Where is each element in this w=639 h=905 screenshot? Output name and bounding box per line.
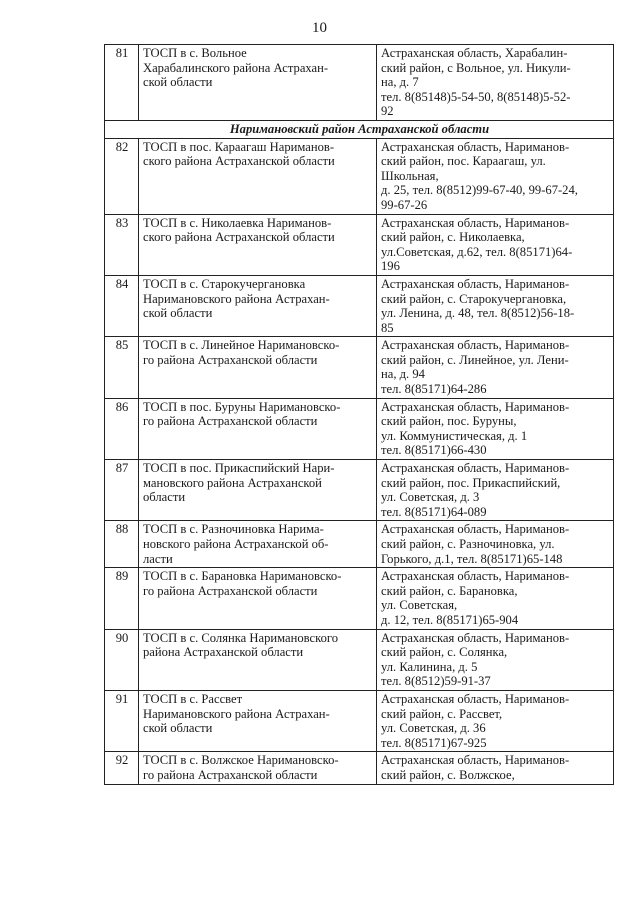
- section-header-row: [105, 120, 614, 138]
- row-number: 92: [105, 752, 139, 784]
- office-address: Астраханская область, Нариманов- ский район, с. Разночиновка, ул. Горького, д.1, тел. 8(85171)65-148: [377, 521, 614, 568]
- office-name: ТОСП в с. Волжское Наримановско- го района Астраханской области: [139, 752, 377, 784]
- row-number: 82: [105, 138, 139, 214]
- office-address: Астраханская область, Нариманов- ский район, с. Волжское,: [377, 752, 614, 784]
- office-name: ТОСП в с. Рассвет Наримановского района Астрахан- ской области: [139, 690, 377, 751]
- page-number: 10: [312, 20, 327, 36]
- office-address: Астраханская область, Нариманов- ский район, пос. Буруны, ул. Коммунистическая, д. 1 тел. 8(85171)66-430: [377, 398, 614, 459]
- table-row: [105, 629, 614, 690]
- table-row: [105, 568, 614, 629]
- office-name: ТОСП в с. Разночиновка Нарима- новского района Астраханской об- ласти: [139, 521, 377, 568]
- table-row: [105, 337, 614, 398]
- office-address: Астраханская область, Нариманов- ский район, с. Солянка, ул. Калинина, д. 5 тел. 8(8512)59-91-37: [377, 629, 614, 690]
- office-name: ТОСП в с. Вольное Харабалинского района Астрахан- ской области: [139, 45, 377, 121]
- office-name: ТОСП в пос. Прикаспийский Нари- мановского района Астраханской области: [139, 460, 377, 521]
- table-row: [105, 752, 614, 784]
- office-address: Астраханская область, Нариманов- ский район, с. Линейное, ул. Лени- на, д. 94 тел. 8(85171)64-286: [377, 337, 614, 398]
- table-row: [105, 690, 614, 751]
- table-row: [105, 521, 614, 568]
- table-row: [105, 275, 614, 336]
- row-number: 81: [105, 45, 139, 121]
- office-name: ТОСП в с. Николаевка Нариманов- ского района Астраханской области: [139, 214, 377, 275]
- office-address: Астраханская область, Нариманов- ский район, пос. Караагаш, ул. Школьная, д. 25, тел. 8(8512)99-67-40, 99-67-24, 99-67-26: [377, 138, 614, 214]
- registry-table: [104, 44, 614, 785]
- row-number: 87: [105, 460, 139, 521]
- office-address: Астраханская область, Нариманов- ский район, с. Рассвет, ул. Советская, д. 36 тел. 8(85171)67-925: [377, 690, 614, 751]
- row-number: 89: [105, 568, 139, 629]
- office-address: Астраханская область, Нариманов- ский район, пос. Прикаспийский, ул. Советская, д. 3 тел. 8(85171)64-089: [377, 460, 614, 521]
- office-name: ТОСП в с. Барановка Наримановско- го района Астраханской области: [139, 568, 377, 629]
- office-address: Астраханская область, Нариманов- ский район, с. Старокучергановка, ул. Ленина, д. 48, тел. 8(8512)56-18- 85: [377, 275, 614, 336]
- office-address: Астраханская область, Нариманов- ский район, с. Николаевка, ул.Советская, д.62, тел. 8(85171)64- 196: [377, 214, 614, 275]
- row-number: 84: [105, 275, 139, 336]
- office-name: ТОСП в пос. Караагаш Нариманов- ского района Астраханской области: [139, 138, 377, 214]
- table-row: [105, 45, 614, 121]
- office-address: Астраханская область, Нариманов- ский район, с. Барановка, ул. Советская, д. 12, тел. 8(85171)65-904: [377, 568, 614, 629]
- office-name: ТОСП в с. Старокучергановка Наримановского района Астрахан- ской области: [139, 275, 377, 336]
- row-number: 91: [105, 690, 139, 751]
- office-name: ТОСП в с. Линейное Наримановско- го района Астраханской области: [139, 337, 377, 398]
- row-number: 85: [105, 337, 139, 398]
- office-name: ТОСП в с. Солянка Наримановского района Астраханской области: [139, 629, 377, 690]
- row-number: 86: [105, 398, 139, 459]
- office-address: Астраханская область, Харабалин- ский район, с Вольное, ул. Никули- на, д. 7 тел. 8(85148)5-54-50, 8(85148)5-52- 92: [377, 45, 614, 121]
- table-row: [105, 460, 614, 521]
- table-row: [105, 214, 614, 275]
- section-header: Наримановский район Астраханской области: [105, 120, 614, 138]
- office-name: ТОСП в пос. Буруны Наримановско- го района Астраханской области: [139, 398, 377, 459]
- row-number: 83: [105, 214, 139, 275]
- row-number: 90: [105, 629, 139, 690]
- table-row: [105, 398, 614, 459]
- row-number: 88: [105, 521, 139, 568]
- registry-table-body: [105, 45, 614, 785]
- table-row: [105, 138, 614, 214]
